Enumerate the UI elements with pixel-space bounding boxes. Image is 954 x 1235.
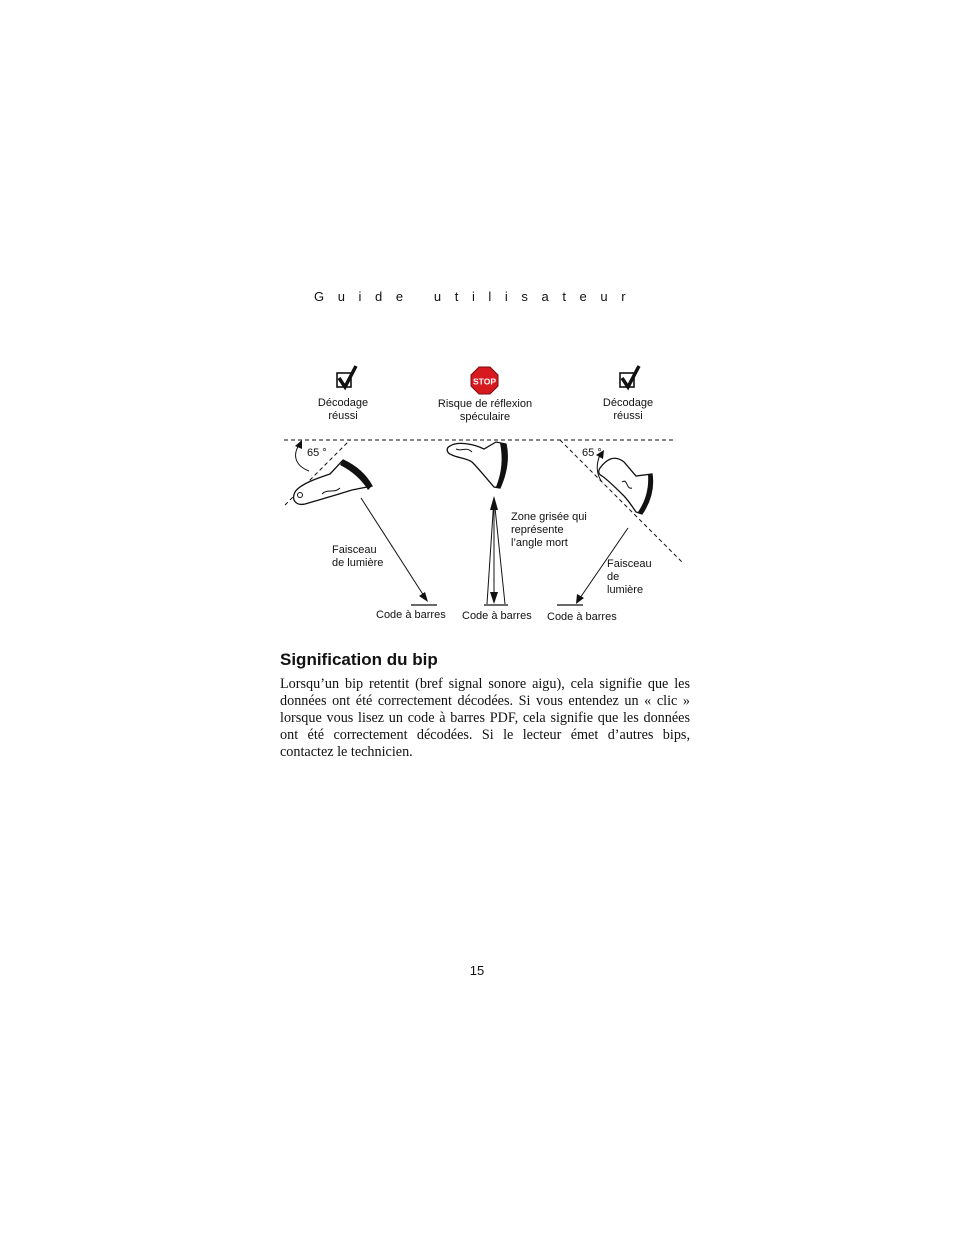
right-status-label: Décodage réussi [602, 397, 654, 422]
center-beam-arrowhead-up [490, 496, 498, 510]
section-title: Signification du bip [280, 650, 438, 669]
right-checkmark-icon [620, 366, 639, 387]
stop-sign-text: STOP [473, 376, 496, 387]
right-beam-arrowhead [576, 594, 584, 604]
section-paragraph: Lorsqu’un bip retentit (bref signal sonore aigu), cela signifie que les données ont été correctement décodées. Si vous entendez un « clic » lorsque vous lisez un code à barres PDF, cela signifie que les données ont été correctement décodées. Si le lecteur émet d’autres bips, contactez le technicien. [280, 676, 690, 760]
running-header: Guide utilisateur [314, 289, 640, 304]
left-beam-label: Faisceau de lumière [332, 544, 384, 569]
center-beam-arrowhead-down [490, 592, 498, 604]
left-status-label: Décodage réussi [317, 397, 369, 422]
right-beam-label: Faisceau de lumière [607, 558, 652, 596]
barcode-label-left: Code à barres [376, 609, 446, 621]
center-beam-right [494, 498, 505, 604]
center-scanner-icon [447, 442, 507, 488]
left-checkmark-icon [337, 366, 356, 387]
barcode-label-center: Code à barres [462, 610, 532, 622]
left-beam-arrowhead [419, 592, 428, 602]
right-angle-label: 65 ° [582, 447, 602, 459]
left-angle-label: 65 ° [307, 447, 327, 459]
left-scanner-icon [294, 460, 372, 504]
dead-angle-zone-label: Zone grisée qui représente l’angle mort [511, 511, 587, 549]
stop-sign-icon [471, 367, 498, 394]
center-status-label: Risque de réflexion spéculaire [437, 398, 533, 423]
page-number: 15 [469, 963, 485, 978]
left-angle-arrowhead [295, 440, 302, 449]
barcode-label-right: Code à barres [547, 611, 617, 623]
center-beam-left [487, 498, 494, 604]
